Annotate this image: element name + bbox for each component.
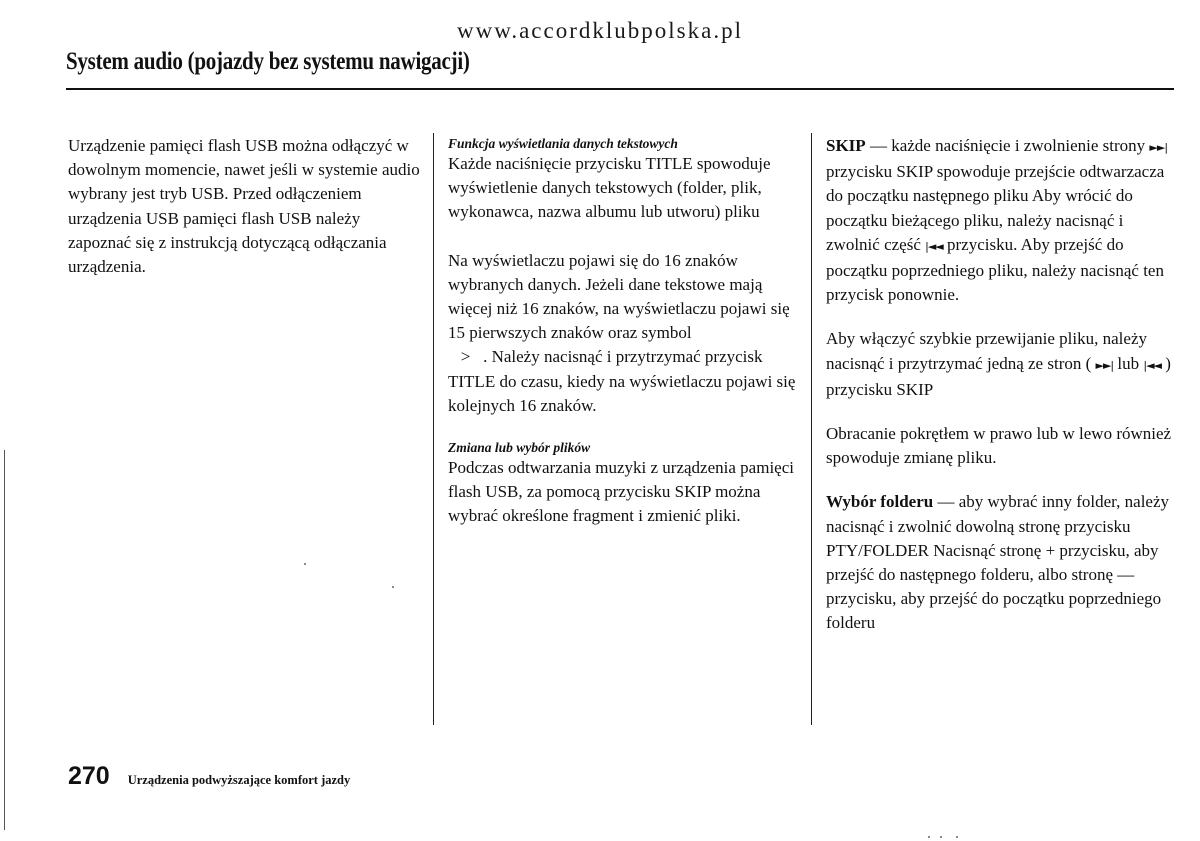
previous-track-icon: |◄◄ [1143, 358, 1161, 372]
skip-lead: SKIP [826, 136, 866, 155]
scan-speck [928, 836, 930, 838]
scan-speck [392, 586, 394, 588]
title-button-paragraph: Każde naciśnięcie przycisku TITLE spowoduje wyświetlenie danych tekstowych (folder, plik, wykonawca, nazwa albumu lub utworu) pliku [448, 154, 771, 222]
skip-text-b: przycisku SKIP spowoduje przejście odtwarzacza do początku następnego pliku Aby wrócić do początku bieżącego pliku, należy nacisnąć i zwolnić część [826, 162, 1165, 254]
folder-paragraph [826, 490, 1176, 635]
scan-speck [304, 563, 306, 565]
usb-disconnect-paragraph: Urządzenie pamięci flash USB można odłączyć w dowolnym momencie, nawet jeśli w systemie audio wybrany jest tryb USB. Przed odłączeniem urządzenia USB pamięci flash USB należy zapoznać się z instrukcją dotyczącą odłączania urządzenia. [68, 136, 420, 277]
section-name: Urządzenia podwyższające komfort jazdy [127, 773, 351, 787]
fast-forward-text-c: ) przycisku SKIP [826, 353, 1171, 399]
display-chars-paragraph [448, 249, 798, 418]
more-symbol: > [460, 347, 471, 367]
dash: — [1117, 565, 1135, 585]
fast-forward-paragraph [826, 327, 1176, 402]
column-divider [811, 133, 812, 725]
previous-track-icon: |◄◄ [925, 239, 943, 253]
column-divider [433, 133, 434, 725]
fast-forward-text-b: lub [1117, 353, 1140, 373]
skip-text-c: przycisku. Aby przejść do początku poprzedniego pliku, należy nacisnąć ten przycisk ponownie. [826, 234, 1164, 305]
folder-text-a: aby wybrać inny folder, należy nacisnąć i zwolnić dowolną stronę przycisku PTY/FOLDER Nacisnąć stronę [826, 492, 1170, 560]
file-change-paragraph: Podczas odtwarzania muzyki z urządzenia pamięci flash USB, za pomocą przycisku SKIP można wybrać określone fragment i zmienić pliki. [448, 458, 794, 526]
folder-text-c: przycisku, aby przejść do początku poprzedniego folderu [826, 589, 1162, 633]
next-track-icon: ►►| [1095, 358, 1114, 372]
dash: — [937, 492, 955, 512]
skip-text-a: każde naciśnięcie i zwolnienie strony [891, 136, 1146, 155]
skip-paragraph [826, 134, 1176, 307]
column-3 [826, 134, 1176, 636]
page-footer [68, 762, 350, 791]
column-2 [448, 136, 798, 529]
knob-paragraph: Obracanie pokrętłem w prawo lub w lewo również spowoduje zmianę pliku. [826, 424, 1172, 468]
next-track-icon: ►►| [1149, 141, 1168, 154]
folder-text-b: przycisku, aby przejść do następnego folderu, albo stronę [826, 540, 1159, 585]
fast-forward-text-a: Aby włączyć szybkie przewijanie pliku, należy nacisnąć i przytrzymać jedną ze stron ( [826, 329, 1147, 373]
title-rule [66, 88, 1174, 90]
page-title: System audio (pojazdy bez systemu nawigacji) [66, 48, 470, 75]
scan-speck [956, 836, 958, 838]
text-display-heading: Funkcja wyświetlania danych tekstowych [448, 136, 678, 151]
file-change-heading: Zmiana lub wybór plików [448, 440, 591, 456]
display-chars-text-b: . Należy nacisnąć i przytrzymać przycisk TITLE do czasu, kiedy na wyświetlaczu pojawi się kolejnych 16 znaków. [448, 347, 796, 415]
scan-speck [940, 836, 942, 838]
page-number: 270 [68, 762, 110, 790]
dash: — [869, 136, 887, 155]
site-url-watermark: www.accordklubpolska.pl [457, 18, 743, 43]
plus-sign: + [1045, 540, 1056, 560]
column-1 [68, 134, 423, 279]
folder-lead: Wybór folderu [826, 492, 934, 512]
display-chars-text-a: Na wyświetlaczu pojawi się do 16 znaków wybranych danych. Jeżeli dane tekstowe mają więcej niż 16 znaków, na wyświetlaczu pojawi się 15 pierwszych znaków oraz symbol [448, 250, 790, 343]
scan-edge-line [4, 450, 5, 830]
